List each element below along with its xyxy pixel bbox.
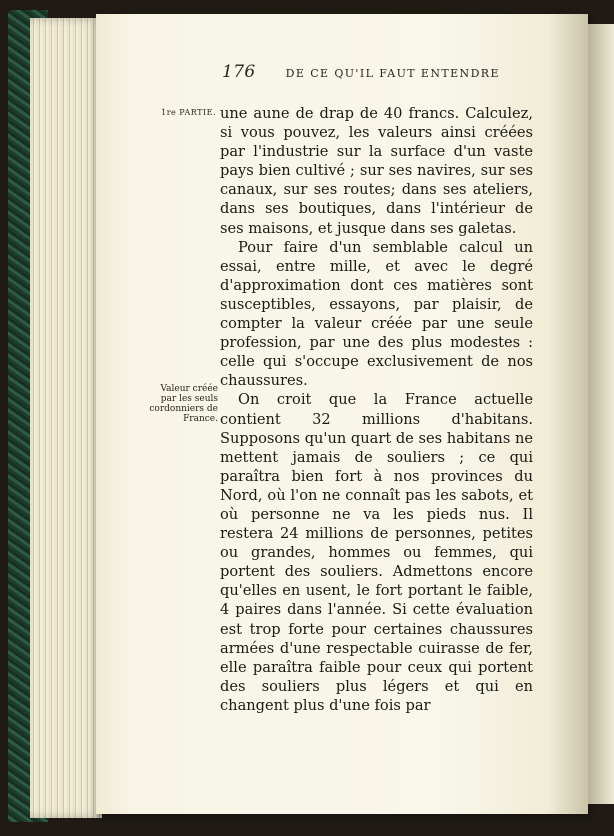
body-text [220,104,533,715]
running-header [222,62,534,82]
part-label: 1re PARTIE. [161,108,216,117]
facing-page-edge [588,24,614,804]
paragraph-2: Pour faire d'un semblable calcul un essai, entre mille, et avec le degré d'approximation dont ces matières sont susceptibles, essayons, par plaisir, de compter la valeur créée par une seule profession, par une des plus modestes : celle qui s'occupe exclusivement de nos chaussures. [220,238,533,390]
paragraph-3: On croit que la France actuelle contient 32 millions d'habitans. Supposons qu'un quart de ses habitans ne mettent jamais de souliers ; ce qui paraîtra bien fort à nos provinces du Nord, où l'on ne connaît pas les sabots, et où personne ne va les pieds nus. Il restera 24 millions de personnes, petites ou grandes, hommes ou femmes, qui portent des souliers. Admettons encore qu'elles en usent, le fort portant le faible, 4 paires dans l'année. Si cette évaluation est trop forte pour certaines chaussures armées d'une respectable cuirasse de fer, elle paraîtra faible pour ceux qui portent des souliers plus légers et qui en changent plus d'une fois par [220,391,533,714]
paragraph-1: une aune de drap de 40 francs. Calculez, si vous pouvez, les valeurs ainsi créées par l'industrie sur la surface d'un vaste pays bien cultivé ; sur ses navires, sur ses canaux, sur ses routes; dans ses ateliers, dans ses boutiques, dans l'intérieur de ses maisons, et jusque dans ses galetas. [220,105,533,237]
running-title: DE CE QU'IL FAUT ENTENDRE [285,67,500,80]
margin-note: Valeur créée par les seuls cordonniers de France. [149,384,218,424]
page-stack-edges [30,18,102,818]
page-number: 176 [222,62,256,82]
